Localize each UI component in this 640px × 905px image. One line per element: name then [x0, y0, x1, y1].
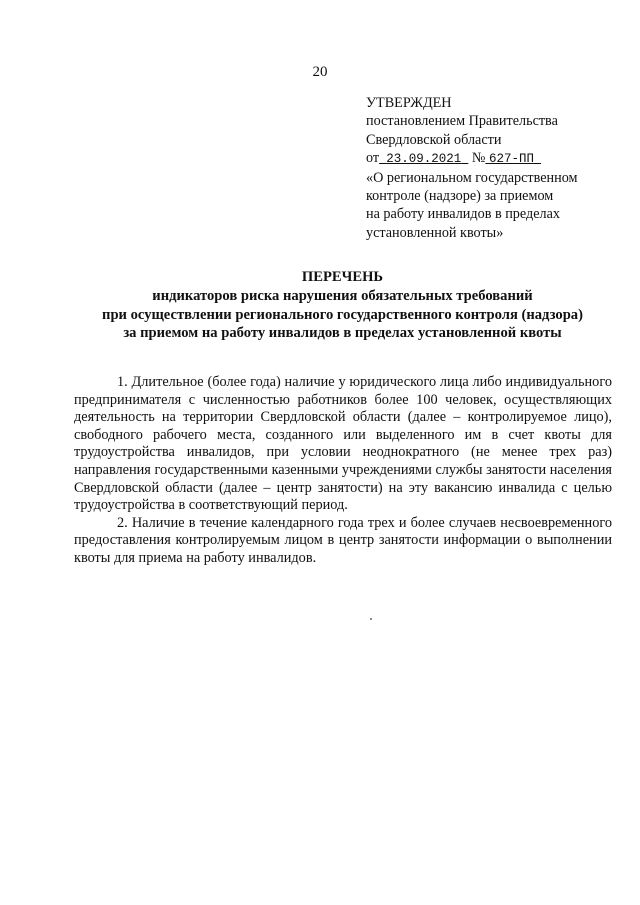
- approval-date: 23.09.2021: [386, 152, 462, 167]
- indicator-item-1: 1. Длительное (более года) наличие у юридического лица либо индивидуального предпринимателя с численностью работников более 100 человек, осуществляющих деятельность на территории Свердловской области (далее – контролируемое лицо), свободного рабочего места, созданного или выделенного им в счет квоты для трудоустройства инвалидов, при условии неоднократного (не менее трех раз) направления государственными казенными учреждениями службы занятости населения Свердловской области (далее – центр занятости) на эту вакансию инвалида с целью трудоустройства в соответствующий период.: [74, 374, 612, 514]
- indicator-list: [74, 374, 612, 568]
- approval-subject-2: контроле (надзоре) за приемом: [366, 188, 554, 205]
- approval-title: УТВЕРЖДЕН: [366, 95, 452, 111]
- approval-line-2: Свердловской области: [366, 131, 502, 148]
- approval-number: 627-ПП: [488, 152, 534, 167]
- document-heading: [70, 268, 615, 343]
- heading-title: ПЕРЕЧЕНЬ: [301, 269, 384, 285]
- approval-subject-4: установленной квоты»: [366, 224, 504, 241]
- heading-line-2: при осуществлении регионального государственного контроля (надзора): [102, 306, 583, 323]
- heading-line-3: за приемом на работу инвалидов в пределах установленной квоты: [123, 325, 562, 342]
- date-prefix: от: [366, 150, 380, 167]
- indicator-item-2: 2. Наличие в течение календарного года трех и более случаев несвоевременного предоставления контролируемым лицом в центр занятости информации о выполнении квоты для приема на работу инвалидов.: [74, 514, 612, 566]
- page-number: 20: [312, 64, 328, 80]
- approval-subject-1: «О региональном государственном: [366, 169, 578, 186]
- scan-speck: [370, 618, 372, 620]
- number-sign: №: [471, 150, 486, 167]
- approval-block: [366, 94, 616, 242]
- approval-line-1: постановлением Правительства: [366, 113, 558, 130]
- approval-subject-3: на работу инвалидов в пределах: [366, 206, 560, 223]
- heading-line-1: индикаторов риска нарушения обязательных требований: [152, 287, 533, 304]
- approval-date-line: [366, 149, 616, 168]
